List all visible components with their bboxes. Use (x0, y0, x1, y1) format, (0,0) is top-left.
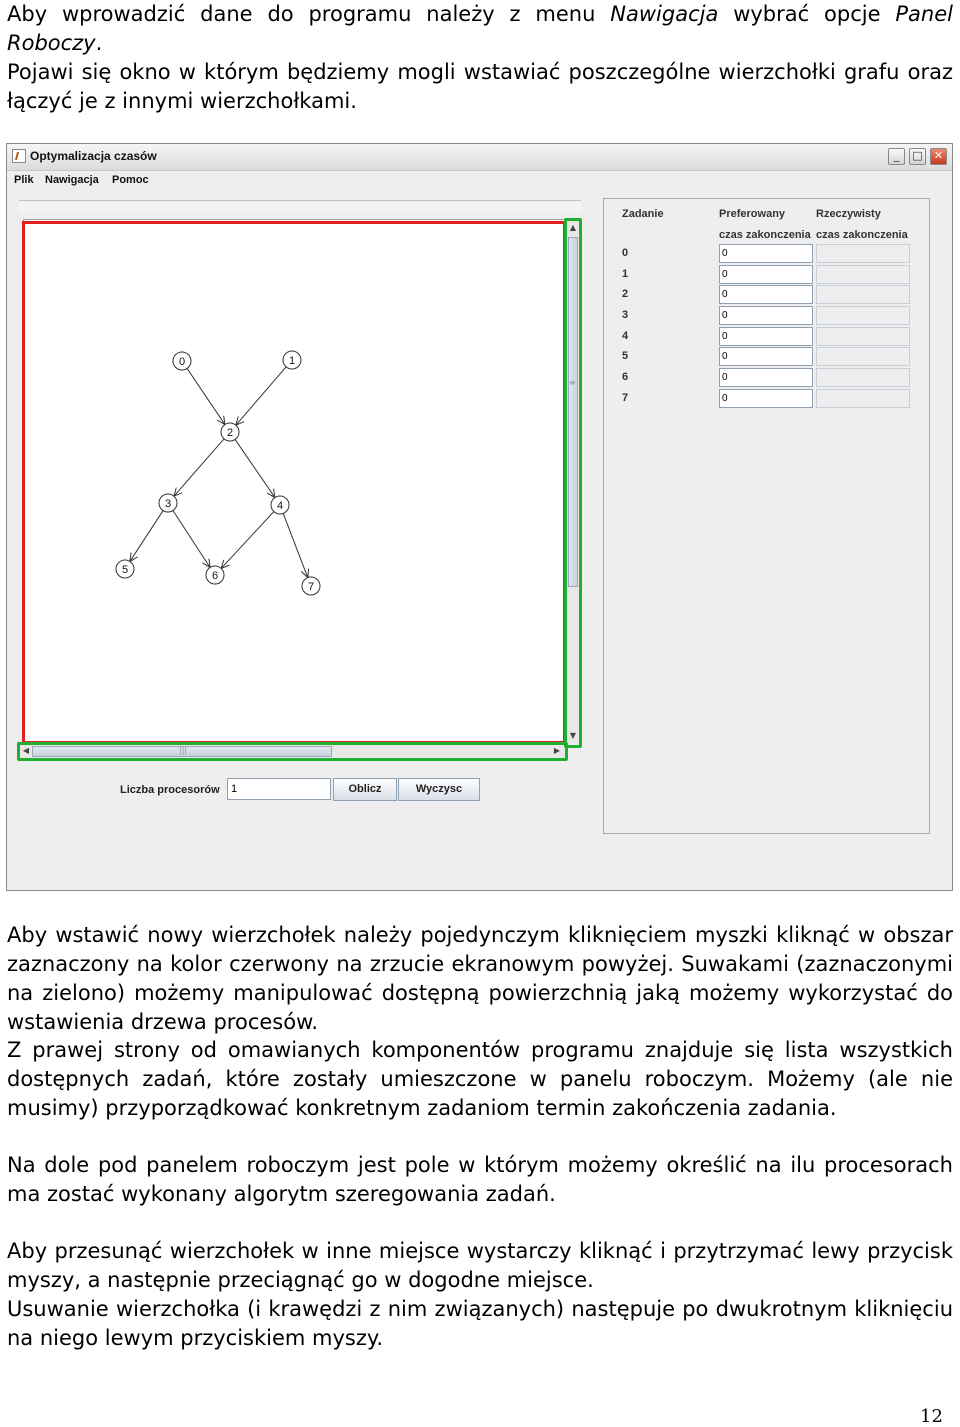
task-row (604, 368, 929, 388)
graph-node-label: 0 (178, 356, 186, 368)
menu-pomoc[interactable]: Pomoc (112, 174, 149, 186)
task-row (604, 327, 929, 347)
processors-input[interactable]: 1 (227, 778, 331, 800)
task-row (604, 347, 929, 367)
maximize-button[interactable]: □ (909, 148, 926, 165)
minimize-button[interactable]: _ (888, 148, 905, 165)
paragraph-click-area: Aby wstawić nowy wierzchołek należy pojedynczym kliknięciem myszki kliknąć w obszar zaznaczony na kolor czerwony na zrzucie ekranowym powyżej. Suwakami (zaznaczonymi na zielono) możemy manipulować dostępną powierzchnią jaką możemy wykorzystać do wstawienia drzewa procesów. (7, 923, 953, 1034)
column-task-header: Zadanie (622, 208, 664, 220)
real-time-field (816, 347, 910, 366)
real-time-field (816, 244, 910, 263)
task-id: 0 (622, 247, 629, 259)
preferred-time-input[interactable]: 0 (719, 306, 813, 325)
compute-button[interactable]: Oblicz (333, 778, 397, 801)
real-time-field (816, 368, 910, 387)
java-app-icon (12, 149, 26, 163)
preferred-time-input[interactable]: 0 (719, 327, 813, 346)
green-highlight-horizontal (17, 742, 568, 761)
real-time-field (816, 265, 910, 284)
task-list-panel (603, 198, 930, 834)
paragraph-delete-node: Usuwanie wierzchołka (i krawędzi z nim związanych) następuje po dwukrotnym kliknięciu na niego lewym przyciskiem myszy. (7, 1297, 953, 1350)
option-name: Panel Roboczy (7, 2, 953, 55)
paragraph-task-list: Z prawej strony od omawianych komponentów programu znajduje się lista wszystkich dostępnych zadań, które zostały umieszczone w panelu roboczym. Możemy (ale nie musimy) przyporządkować konkretnym zadaniom termin zakończenia zadania. (7, 1038, 953, 1120)
graph-node-label: 2 (226, 427, 234, 439)
menu-name: Nawigacja (610, 2, 719, 26)
red-highlight-frame (22, 221, 566, 744)
processors-label: Liczba procesorów (120, 784, 220, 796)
intro-text-3: . (95, 31, 103, 55)
page-number: 12 (920, 1406, 943, 1427)
app-window (6, 143, 953, 891)
column-real-subheader: czas zakonczenia (816, 229, 908, 241)
task-id: 7 (622, 392, 629, 404)
task-id: 4 (622, 330, 629, 342)
task-id: 6 (622, 371, 629, 383)
task-row (604, 244, 929, 264)
graph-node-label: 5 (121, 564, 129, 576)
real-time-field (816, 306, 910, 325)
preferred-time-input[interactable]: 0 (719, 244, 813, 263)
task-id: 5 (622, 350, 629, 362)
green-highlight-vertical (564, 218, 582, 748)
task-id: 3 (622, 309, 629, 321)
graph-node-label: 6 (211, 570, 219, 582)
column-preferred-header: Preferowany (719, 208, 786, 220)
scroll-down-icon[interactable]: ▼ (569, 731, 577, 740)
graph-node-label: 1 (288, 355, 296, 367)
preferred-time-input[interactable]: 0 (719, 347, 813, 366)
graph-node-label: 7 (307, 581, 315, 593)
close-button[interactable]: ✕ (930, 148, 947, 165)
column-real-header: Rzeczywisty (816, 208, 881, 220)
scroll-right-icon[interactable]: ▶ (553, 746, 561, 755)
clear-button[interactable]: Wyczysc (398, 778, 480, 801)
grip-icon: ≡ (569, 378, 576, 387)
task-id: 1 (622, 268, 629, 280)
scroll-up-icon[interactable]: ▲ (569, 223, 577, 232)
preferred-time-input[interactable]: 0 (719, 389, 813, 408)
window-title: Optymalizacja czasów (30, 149, 157, 163)
menu-bar (7, 171, 952, 191)
column-preferred-subheader: czas zakonczenia (719, 229, 811, 241)
graph-node-label: 4 (276, 500, 284, 512)
intro-text-4: Pojawi się okno w którym będziemy mogli wstawiać poszczególne wierzchołki grafu oraz łączyć je z innymi wierzchołkami. (7, 60, 953, 113)
graph-node-label: 3 (164, 498, 172, 510)
task-row (604, 389, 929, 409)
paragraph-processors: Na dole pod panelem roboczym jest pole w którym możemy określić na ilu procesorach ma zostać wykonany algorytm szeregowania zadań. (7, 1153, 953, 1206)
scroll-left-icon[interactable]: ◀ (22, 746, 30, 755)
task-id: 2 (622, 288, 629, 300)
menu-nawigacja[interactable]: Nawigacja (45, 174, 99, 186)
grip-icon: ||| (179, 746, 188, 755)
real-time-field (816, 389, 910, 408)
real-time-field (816, 327, 910, 346)
real-time-field (816, 285, 910, 304)
paragraph-move-node: Aby przesunąć wierzchołek w inne miejsce wystarczy kliknąć i przytrzymać lewy przycisk myszy, a następnie przeciągnąć go w dogodne miejsce. (7, 1239, 953, 1292)
panel-top-edge (19, 200, 581, 213)
intro-text-2: wybrać opcje (718, 2, 896, 26)
preferred-time-input[interactable]: 0 (719, 285, 813, 304)
task-row (604, 285, 929, 305)
preferred-time-input[interactable]: 0 (719, 265, 813, 284)
task-row (604, 265, 929, 285)
menu-plik[interactable]: Plik (14, 174, 34, 186)
intro-paragraph (7, 0, 953, 116)
title-bar (7, 144, 952, 171)
task-row (604, 306, 929, 326)
preferred-time-input[interactable]: 0 (719, 368, 813, 387)
intro-text-1: Aby wprowadzić dane do programu należy z menu (7, 2, 611, 26)
